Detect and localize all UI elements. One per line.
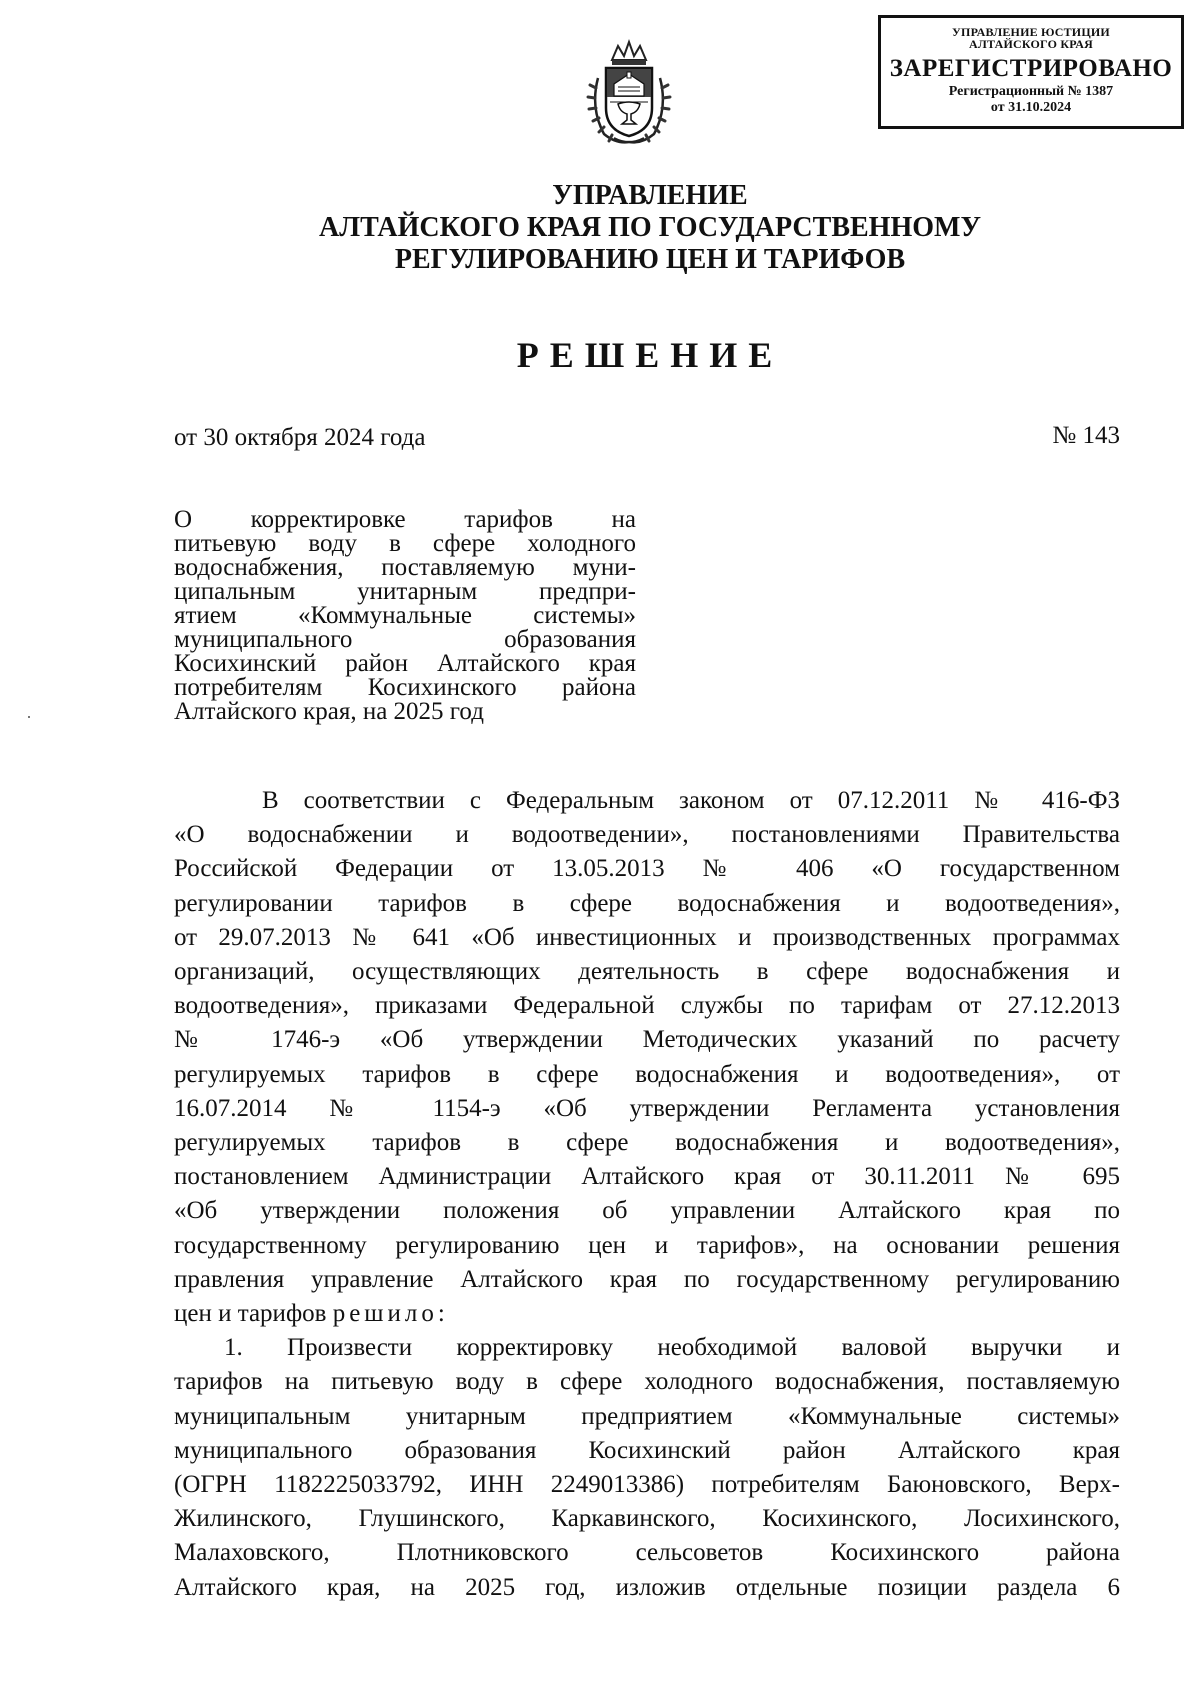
item1-line: тарифов на питьевую воду в сфере холодного водоснабжения, поставляемую xyxy=(174,1368,1120,1396)
body-closing-line xyxy=(174,1297,1120,1331)
body-line: «Об утверждении положения об управлении Алтайского края по xyxy=(174,1197,1120,1225)
body-line: водоотведения», приказами Федеральной службы по тарифам от 27.12.2013 xyxy=(174,992,1120,1020)
item1-line: 1. Произвести корректировку необходимой валовой выручки и xyxy=(224,1334,1120,1362)
item1-line: (ОГРН 1182225033792, ИНН 2249013386) потребителям Баюновского, Верх- xyxy=(174,1471,1120,1499)
document-subject xyxy=(174,508,636,724)
body-line: организаций, осуществляющих деятельность в сфере водоснабжения и xyxy=(174,958,1120,986)
item1-line: муниципального образования Косихинский район Алтайского края xyxy=(174,1436,1120,1464)
subject-line: О корректировке тарифов на xyxy=(174,506,636,533)
agency-line-3: РЕГУЛИРОВАНИЮ ЦЕН И ТАРИФОВ xyxy=(394,244,906,275)
document-body xyxy=(174,784,1120,1605)
body-line: государственному регулированию цен и тарифов», на основании решения xyxy=(174,1231,1120,1259)
stamp-reg-number: Регистрационный № 1387 xyxy=(948,84,1114,99)
document-type-title: РЕШЕНИЕ xyxy=(516,335,784,375)
document-date: от 30 октября 2024 года xyxy=(174,424,426,451)
registration-stamp xyxy=(878,15,1184,129)
body-line: от 29.07.2013 № 641 «Об инвестиционных и производственных программах xyxy=(174,923,1120,951)
stamp-status: ЗАРЕГИСТРИРОВАНО xyxy=(889,55,1173,82)
subject-line: ципальным унитарным предпри- xyxy=(174,578,636,605)
closing-verb: решило: xyxy=(332,1300,449,1328)
stamp-reg-date: от 31.10.2024 xyxy=(990,100,1072,115)
body-line: 16.07.2014 № 1154-э «Об утверждении Регламента установления xyxy=(174,1094,1120,1122)
subject-line: потребителям Косихинского района xyxy=(174,674,636,701)
document-number: № 143 xyxy=(1052,422,1120,449)
scan-speck xyxy=(28,716,30,718)
item1-line: муниципальным унитарным предприятием «Коммунальные системы» xyxy=(174,1402,1120,1430)
subject-line: ятием «Коммунальные системы» xyxy=(174,602,636,629)
body-line: В соответствии с Федеральным законом от 07.12.2011 № 416-ФЗ xyxy=(262,787,1120,814)
body-line: правления управление Алтайского края по государственному регулированию xyxy=(174,1265,1120,1293)
agency-line-2: АЛТАЙСКОГО КРАЯ ПО ГОСУДАРСТВЕННОМУ xyxy=(319,212,981,243)
stamp-org-line2: АЛТАЙСКОГО КРАЯ xyxy=(969,37,1093,51)
item1-line: Малаховского, Плотниковского сельсоветов Косихинского района xyxy=(174,1539,1120,1567)
subject-line: водоснабжения, поставляемую муни- xyxy=(174,554,636,581)
closing-prefix: цен и тарифов xyxy=(174,1300,333,1328)
body-line: регулировании тарифов в сфере водоснабжения и водоотведения», xyxy=(174,889,1120,917)
agency-name xyxy=(200,180,1100,276)
stamp-org-line1: УПРАВЛЕНИЕ ЮСТИЦИИ xyxy=(952,25,1110,39)
body-line: «О водоснабжении и водоотведении», постановлениями Правительства xyxy=(174,821,1120,849)
subject-line: муниципального образования xyxy=(174,626,636,653)
subject-line: питьевую воду в сфере холодного xyxy=(174,530,636,557)
item1-line: Жилинского, Глушинского, Каркавинского, Косихинского, Лосихинского, xyxy=(174,1505,1120,1533)
item1-line: Алтайского края, на 2025 год, изложив отдельные позиции раздела 6 xyxy=(174,1573,1120,1601)
body-line: Российской Федерации от 13.05.2013 № 406 «О государственном xyxy=(174,855,1120,883)
body-line: постановлением Администрации Алтайского края от 30.11.2011 № 695 xyxy=(174,1163,1120,1191)
body-line: регулируемых тарифов в сфере водоснабжения и водоотведения», xyxy=(174,1129,1120,1157)
body-line: № 1746-э «Об утверждении Методических указаний по расчету xyxy=(174,1026,1120,1054)
subject-line: Косихинский район Алтайского края xyxy=(174,650,636,677)
altai-krai-coat-of-arms-icon xyxy=(584,38,674,148)
body-line: регулируемых тарифов в сфере водоснабжения и водоотведения», от xyxy=(174,1060,1120,1088)
agency-line-1: УПРАВЛЕНИЕ xyxy=(552,180,748,211)
subject-line: Алтайского края, на 2025 год xyxy=(174,698,484,725)
